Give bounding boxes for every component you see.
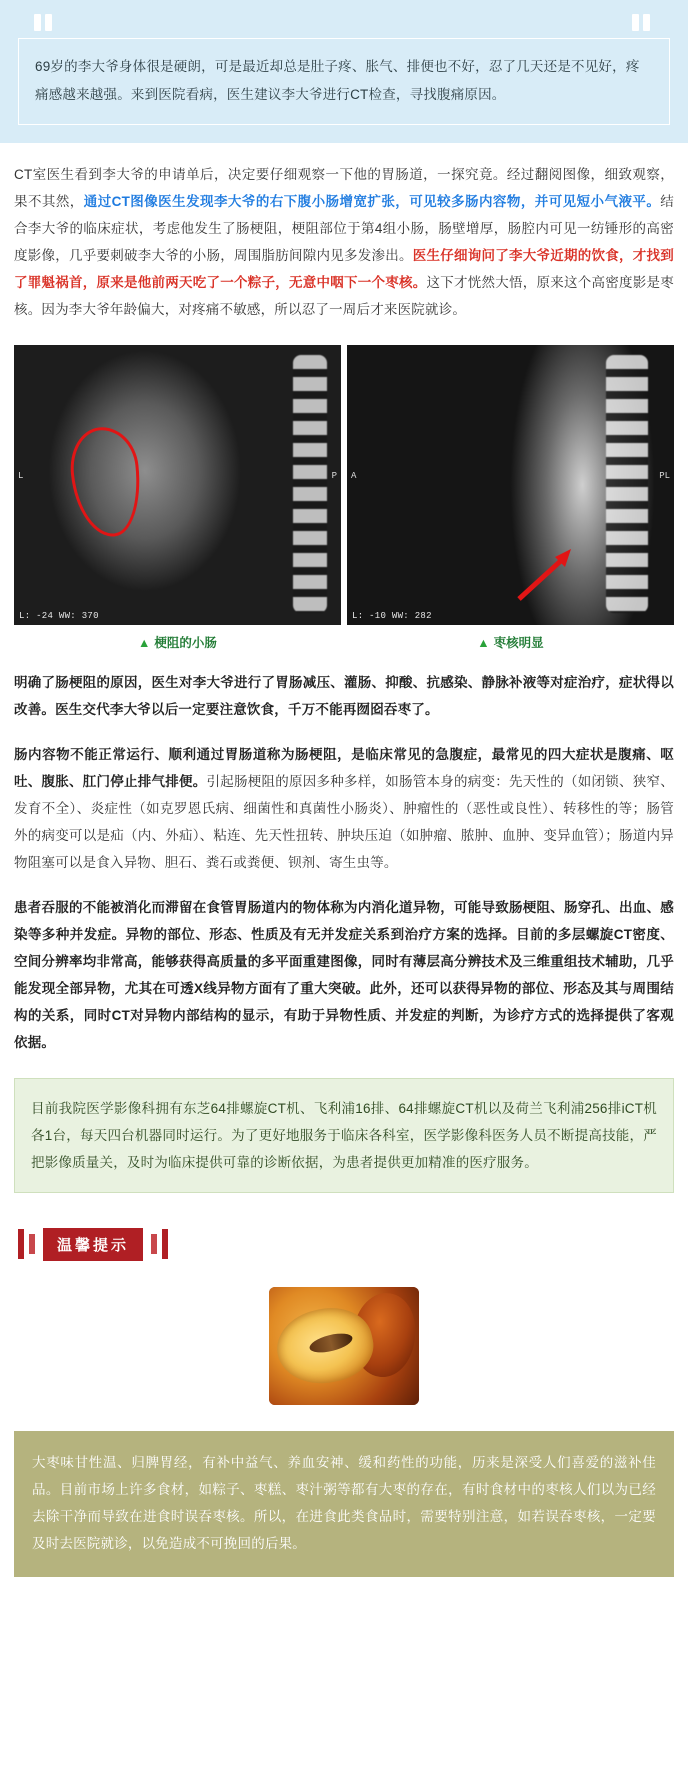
ct-left-caption-text: 梗阻的小肠 [154,636,217,651]
ct-right-window-label: L: -10 WW: 282 [352,611,432,622]
tips-label: 温馨提示 [43,1228,143,1261]
ct-right-caption-text: 枣核明显 [493,636,544,651]
red-bars-icon-right [151,1229,168,1259]
intro-quote-block [0,0,688,143]
ct-right-orientation-left: A [351,471,357,482]
p1-segment-a: CT室医生看到李大爷的申请单后，决定要仔细观察一下他的胃肠道，一探究竟。经过翻阅图像，细致观察，果不其然， [14,167,674,210]
ct-right-caption [347,633,674,651]
p3-bold: 肠内容物不能正常运行、顺利通过胃肠道称为肠梗阻，是临床常见的急腹症，最常见的四大症状是腹痛、呕吐、腹胀、肛门停止排气排便。 [14,747,674,790]
quote-mark-icon-right [632,14,654,32]
paragraph-1 [14,161,674,323]
ct-left-caption [14,633,341,651]
p1-segment-e: 这下才恍然大悟，原来这个高密度影是枣核。因为李大爷年龄偏大，对疼痛不敏感，所以忍了一周后才来医院就诊。 [14,275,674,318]
ct-left-orientation-right: P [331,471,337,482]
paragraph-4 [14,894,674,1056]
p1-segment-c: 结合李大爷的临床症状，考虑他发生了肠梗阻，梗阻部位于第4组小肠，肠壁增厚，肠腔内可见一纺锤形的高密度影像，几乎要刺破李大爷的小肠，周围脂肪间隙内见多发渗出。 [14,194,674,264]
p4-text: 患者吞服的不能被消化而滞留在食管胃肠道内的物体称为内消化道异物，可能导致肠梗阻、肠穿孔、出血、感染等多种并发症。异物的部位、形态、性质及有无并发症关系到治疗方案的选择。目前的多层螺旋CT密度、空间分辨率均非常高，能够获得高质量的多平面重建图像，同时有薄层高分辨技术及三维重组技术辅助，几乎能发现全部异物，尤其在可透X线异物方面有了重大突破。此外，还可以获得异物的部位、形态及其与周围结构的关系，同时CT对异物内部结构的显示，有助于异物性质、并发症的判断，为诊疗方式的选择提供了客观依据。 [14,900,674,1051]
p2-text: 明确了肠梗阻的原因，医生对李大爷进行了胃肠减压、灌肠、抑酸、抗感染、静脉补液等对症治疗，症状得以改善。医生交代李大爷以后一定要注意饮食，千万不能再囫囵吞枣了。 [14,675,674,718]
jujube-photo-wrap [0,1287,688,1405]
hospital-info-box: 目前我院医学影像科拥有东芝64排螺旋CT机、飞利浦16排、64排螺旋CT机以及荷兰飞利浦256排iCT机各1台，每天四台机器同时运行。为了更好地服务于临床各科室，医学影像科医务人员不断提高技能，严把影像质量关，及时为临床提供可靠的诊断依据，为患者提供更加精准的医疗服务。 [14,1078,674,1193]
triangle-up-icon-right: ▲ [477,636,490,651]
ct-left-spine [293,355,327,613]
ct-right-orientation-right: PL [659,471,670,482]
p1-highlight-b: 通过CT图像医生发现李大爷的右下腹小肠增宽扩张，可见较多肠内容物，并可见短小气液平。 [83,194,661,210]
ct-image-row [14,345,674,625]
ct-image-right[interactable] [347,345,674,625]
triangle-up-icon-left: ▲ [138,636,151,651]
ct-left-window-label: L: -24 WW: 370 [19,611,99,622]
p1-highlight-d: 医生仔细询问了李大爷近期的饮食，才找到了罪魁祸首，原来是他前两天吃了一个粽子，无意中咽下一个枣核。 [14,248,674,291]
paragraph-2 [14,669,674,723]
paragraph-3 [14,741,674,876]
intro-quote-text: 69岁的李大爷身体很是硬朗，可是最近却总是肚子疼、胀气、排便也不好，忍了几天还是不见好，疼痛感越来越强。来到医院看病，医生建议李大爷进行CT检查，寻找腹痛原因。 [18,38,670,125]
red-bars-icon-left [18,1229,35,1259]
ct-caption-row [14,633,674,651]
p3-rest: 引起肠梗阻的原因多种多样，如肠管本身的病变：先天性的（如闭锁、狭窄、发育不全）、炎症性（如克罗恩氏病、细菌性和真菌性小肠炎）、肿瘤性的（恶性或良性）、转移性的等；肠管外的病变可以是疝（内、外疝）、粘连、先天性扭转、肿块压迫（如肿瘤、脓肿、血肿、变异血管）；肠道内异物阻塞可以是食入异物、胆石、粪石或粪便、钡剂、寄生虫等。 [14,774,674,871]
jujube-info-box: 大枣味甘性温、归脾胃经，有补中益气、养血安神、缓和药性的功能，历来是深受人们喜爱的滋补佳品。目前市场上许多食材，如粽子、枣糕、枣汁粥等都有大枣的存在，有时食材中的枣核人们以为已经去除干净而导致在进食时误吞枣核。所以，在进食此类食品时，需要特别注意，如若误吞枣核，一定要及时去医院就诊，以免造成不可挽回的后果。 [14,1431,674,1577]
quote-mark-row [18,14,670,38]
jujube-date-photo [269,1287,419,1405]
ct-image-left[interactable] [14,345,341,625]
quote-mark-icon-left [34,14,56,32]
red-arrow-marker [511,545,581,605]
ct-left-scan [14,345,341,625]
ct-left-orientation-left: L [18,471,24,482]
article-body [0,161,688,1056]
tips-header [18,1227,688,1261]
ct-right-spine [606,355,648,613]
